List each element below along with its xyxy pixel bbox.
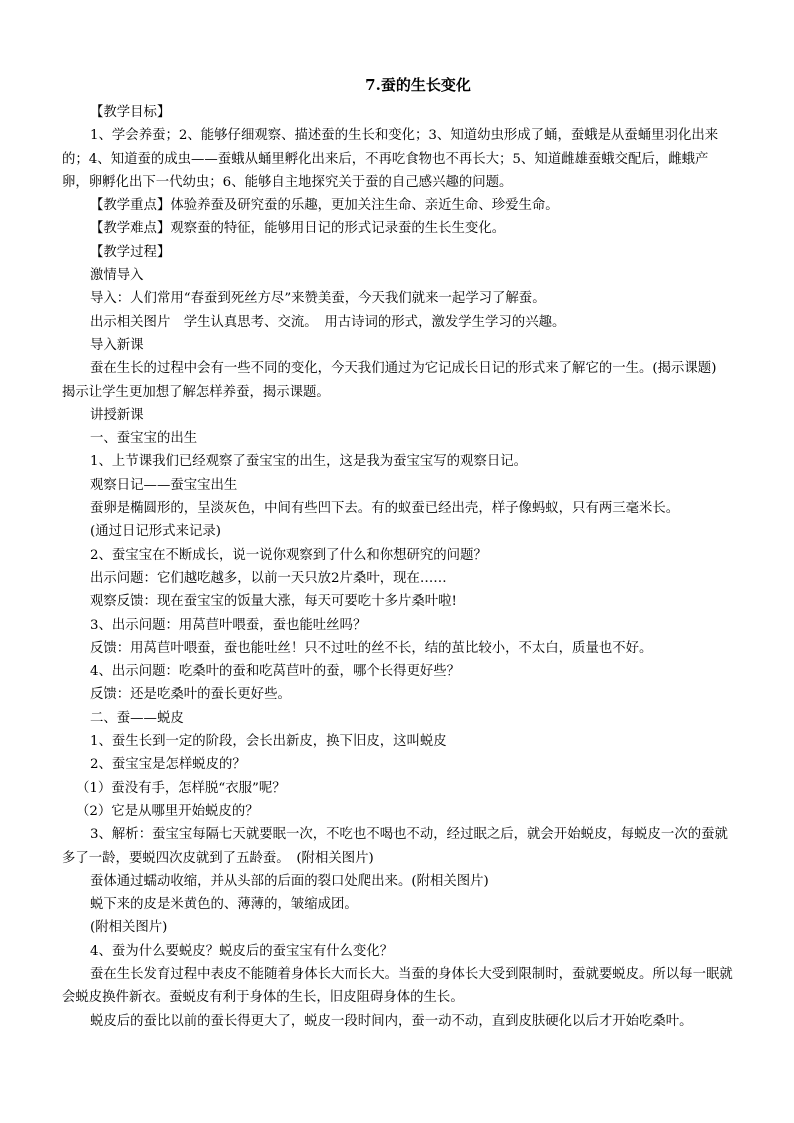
paragraph: 2、蚕宝宝是怎样蜕皮的？ <box>90 757 246 773</box>
paragraph: 【教学难点】观察蚕的特征，能够用日记的形式记录蚕的生长生变化。 <box>90 221 506 237</box>
paragraph: 讲授新课 <box>90 407 144 423</box>
paragraph: 蜕皮后的蚕比以前的蚕长得更大了，蜕皮一段时间内，蚕一动不动，直到皮肤硬化以后才开始吃桑叶。 <box>90 1013 693 1029</box>
paragraph: 1、蚕生长到一定的阶段，会长出新皮，换下旧皮，这叫蜕皮 <box>90 734 447 750</box>
document-page <box>62 72 744 1033</box>
paragraph: 蚕在生长发育过程中表皮不能随着身体长大而长大。当蚕的身体长大受到限制时，蚕就要蜕皮。所以每一眠就会蜕皮换件新衣。蚕蜕皮有利于身体的生长，旧皮阻碍身体的生长。 <box>62 966 733 1006</box>
paragraph: 出示问题：它们越吃越多，以前一天只放2片桑叶，现在…… <box>90 570 447 586</box>
paragraph: 一、蚕宝宝的出生 <box>90 431 198 447</box>
paragraph: 观察日记——蚕宝宝出生 <box>90 477 238 493</box>
document-body <box>62 101 744 1033</box>
paragraph: 4、蚕为什么要蜕皮？蜕皮后的蚕宝宝有什么变化？ <box>90 943 394 959</box>
paragraph: 蚕卵是椭圆形的，呈淡灰色，中间有些凹下去。有的蚁蚕已经出壳，样子像蚂蚁，只有两三毫米长。 <box>90 501 680 517</box>
paragraph: （2）它是从哪里开始蜕皮的？ <box>76 803 259 819</box>
paragraph: 观察反馈：现在蚕宝宝的饭量大涨，每天可要吃十多片桑叶啦! <box>90 594 457 610</box>
page-title: 7.蚕的生长变化 <box>365 76 471 94</box>
paragraph: 1、上节课我们已经观察了蚕宝宝的出生，这是我为蚕宝宝写的观察日记。 <box>90 454 528 470</box>
paragraph: 2、蚕宝宝在不断成长，说一说你观察到了什么和你想研究的问题？ <box>90 547 487 563</box>
paragraph: （1）蚕没有手，怎样脱“衣服”呢？ <box>76 780 286 796</box>
paragraph: 3、出示问题：用莴苣叶喂蚕，蚕也能吐丝吗？ <box>90 617 367 633</box>
paragraph: 蚕体通过蠕动收缩，并从头部的后面的裂口处爬出来。(附相关图片) <box>90 873 489 889</box>
paragraph: 出示相关图片 学生认真思考、交流。 用古诗词的形式，激发学生学习的兴趣。 <box>90 314 566 330</box>
paragraph: 【教学目标】 <box>90 105 171 120</box>
paragraph: 激情导入 <box>90 268 144 284</box>
paragraph: 二、蚕——蜕皮 <box>90 710 184 726</box>
paragraph: 蚕在生长的过程中会有一些不同的变化，今天我们通过为它记成长日记的形式来了解它的一生。(揭示课题) 揭示让学生更加想了解怎样养蚕，揭示课题。 <box>62 361 744 400</box>
paragraph: 【教学过程】 <box>90 244 171 260</box>
paragraph: 反馈：还是吃桑叶的蚕长更好些。 <box>90 687 291 703</box>
paragraph: 导入新课 <box>90 337 144 353</box>
paragraph: 【教学重点】体验养蚕及研究蚕的乐趣，更加关注生命、亲近生命、珍爱生命。 <box>90 198 559 214</box>
paragraph: 蜕下来的皮是米黄色的、薄薄的，皱缩成团。 <box>90 897 358 913</box>
paragraph: 导入：人们常用“春蚕到死丝方尽”来赞美蚕，今天我们就来一起学习了解蚕。 <box>90 291 546 307</box>
paragraph: (通过日记形式来记录) <box>90 524 221 540</box>
paragraph: 1、学会养蚕；2、能够仔细观察、描述蚕的生长和变化；3、知道幼虫形成了蛹，蚕蛾是从蚕蛹里羽化出来的；4、知道蚕的成虫——蚕蛾从蛹里孵化出来后，不再吃食物也不再长大；5、知道雌雄蚕蛾交配后，雌蛾产卵，卵孵化出下一代幼虫；6、能够自主地探究关于蚕的自己感兴趣的问题。 <box>62 128 719 190</box>
paragraph: 3、解析：蚕宝宝每隔七天就要眠一次，不吃也不喝也不动，经过眠之后，就会开始蜕皮，每蜕皮一次的蚕就多了一龄，要蜕四次皮就到了五龄蚕。 (附相关图片) <box>62 827 728 866</box>
paragraph: (附相关图片) <box>90 920 168 936</box>
paragraph: 反馈：用莴苣叶喂蚕，蚕也能吐丝！只不过吐的丝不长，结的茧比较小，不太白，质量也不好。 <box>90 640 653 656</box>
paragraph: 4、出示问题：吃桑叶的蚕和吃莴苣叶的蚕，哪个长得更好些？ <box>90 664 461 680</box>
